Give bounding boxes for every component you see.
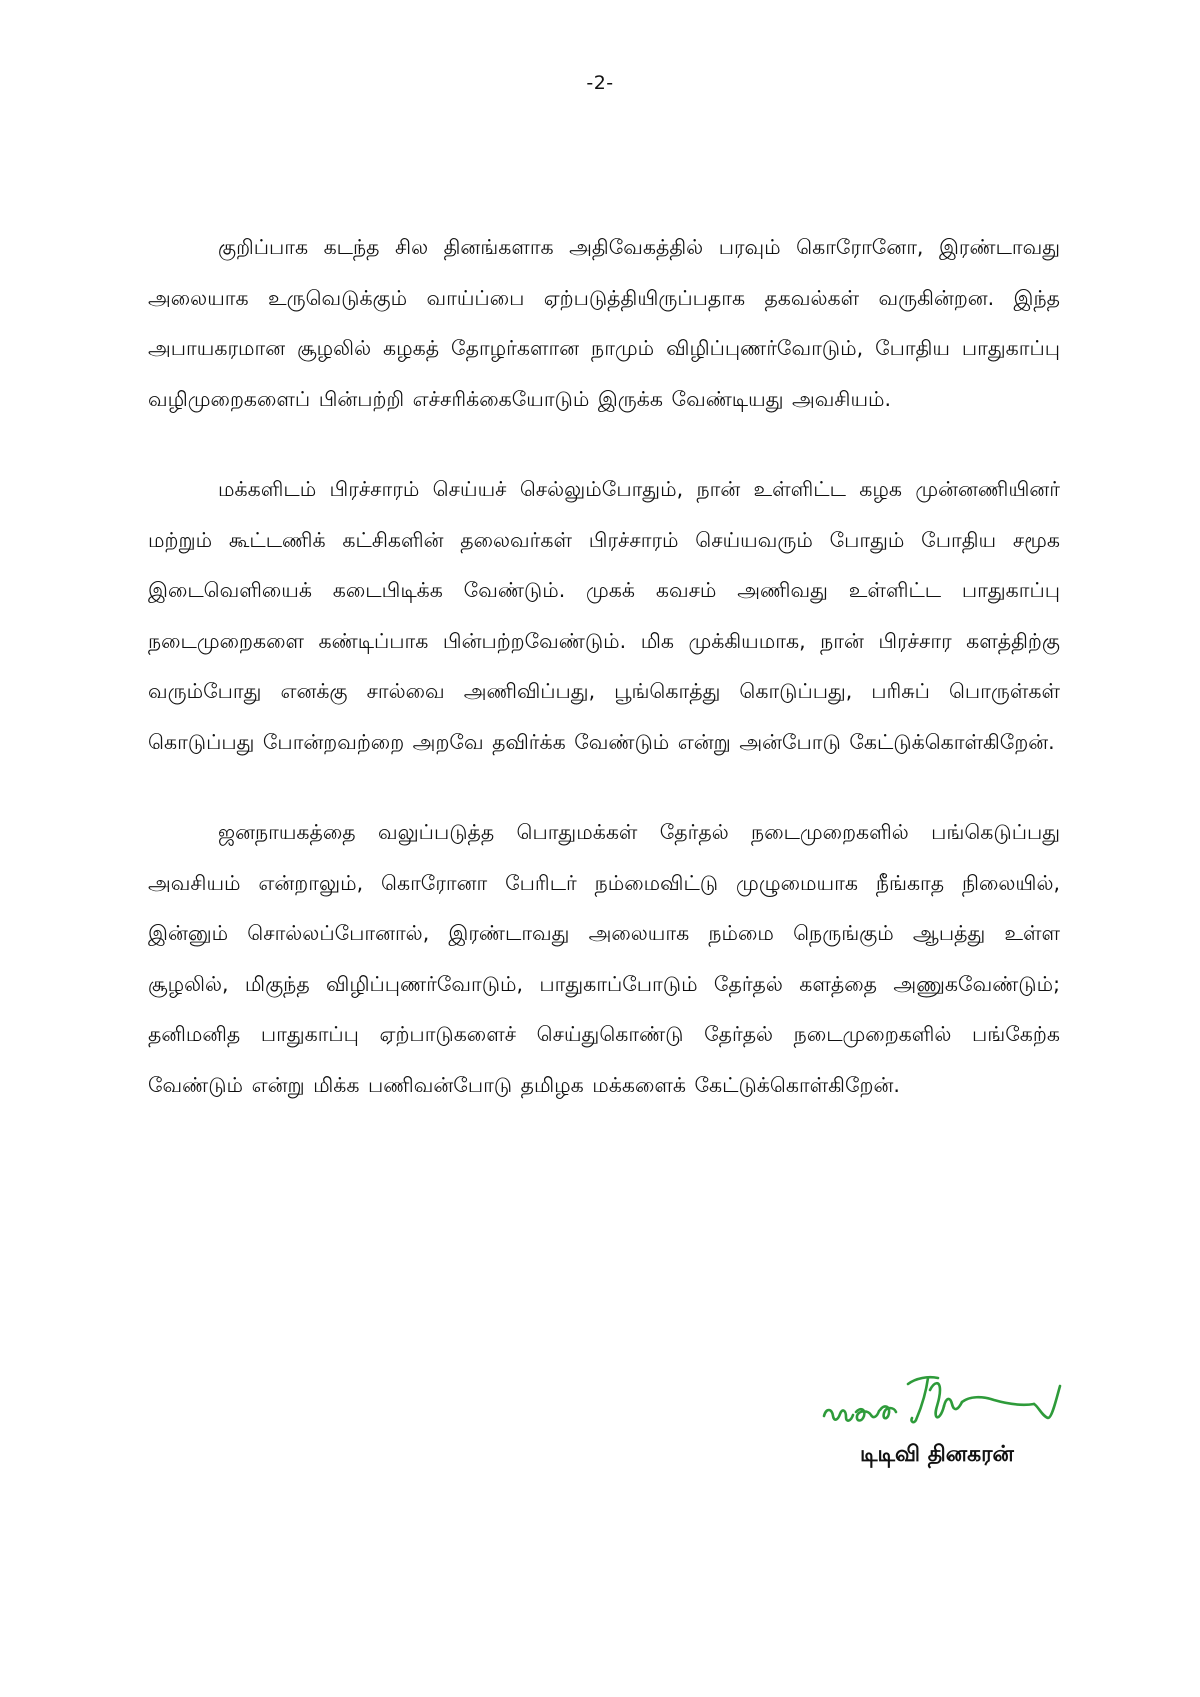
signature-block (816, 1360, 1076, 1480)
handwritten-signature (816, 1360, 1076, 1440)
paragraph-3: ஜனநாயகத்தை வலுப்படுத்த பொதுமக்கள் தேர்தல் நடைமுறைகளில் பங்கெடுப்பது அவசியம் என்றாலும், கொரோனா பேரிடர் நம்மைவிட்டு முழுமையாக நீங்காத நிலையில், இன்னும் சொல்லப்போனால், இரண்டாவது அலையாக நம்மை நெருங்கும் ஆபத்து உள்ள சூழலில், மிகுந்த விழிப்புணர்வோடும், பாதுகாப்போடும் தேர்தல் களத்தை அணுகவேண்டும்; தனிமனித பாதுகாப்பு ஏற்பாடுகளைச் செய்துகொண்டு தேர்தல் நடைமுறைகளில் பங்கேற்க வேண்டும் என்று மிக்க பணிவன்போடு தமிழக மக்களைக் கேட்டுக்கொள்கிறேன். (148, 820, 1060, 1097)
paragraph-2: மக்களிடம் பிரச்சாரம் செய்யச் செல்லும்போதும், நான் உள்ளிட்ட கழக முன்னணியினர் மற்றும் கூட்டணிக் கட்சிகளின் தலைவர்கள் பிரச்சாரம் செய்யவரும் போதும் போதிய சமூக இடைவெளியைக் கடைபிடிக்க வேண்டும். முகக் கவசம் அணிவது உள்ளிட்ட பாதுகாப்பு நடைமுறைகளை கண்டிப்பாக பின்பற்றவேண்டும். மிக முக்கியமாக, நான் பிரச்சார களத்திற்கு வரும்போது எனக்கு சால்வை அணிவிப்பது, பூங்கொத்து கொடுப்பது, பரிசுப் பொருள்கள் கொடுப்பது போன்றவற்றை அறவே தவிர்க்க வேண்டும் என்று அன்போடு கேட்டுக்கொள்கிறேன். (148, 477, 1060, 754)
letter-body (148, 222, 1060, 1150)
page-number: -2- (586, 72, 614, 94)
paragraph-1: குறிப்பாக கடந்த சில தினங்களாக அதிவேகத்தில் பரவும் கொரோனோ, இரண்டாவது அலையாக உருவெடுக்கும் வாய்ப்பை ஏற்படுத்தியிருப்பதாக தகவல்கள் வருகின்றன. இந்த அபாயகரமான சூழலில் கழகத் தோழர்களான நாமும் விழிப்புணர்வோடும், போதிய பாதுகாப்பு வழிமுறைகளைப் பின்பற்றி எச்சரிக்கையோடும் இருக்க வேண்டியது அவசியம். (148, 235, 1060, 411)
signatory-name: டிடிவி தினகரன் (860, 1442, 1014, 1467)
